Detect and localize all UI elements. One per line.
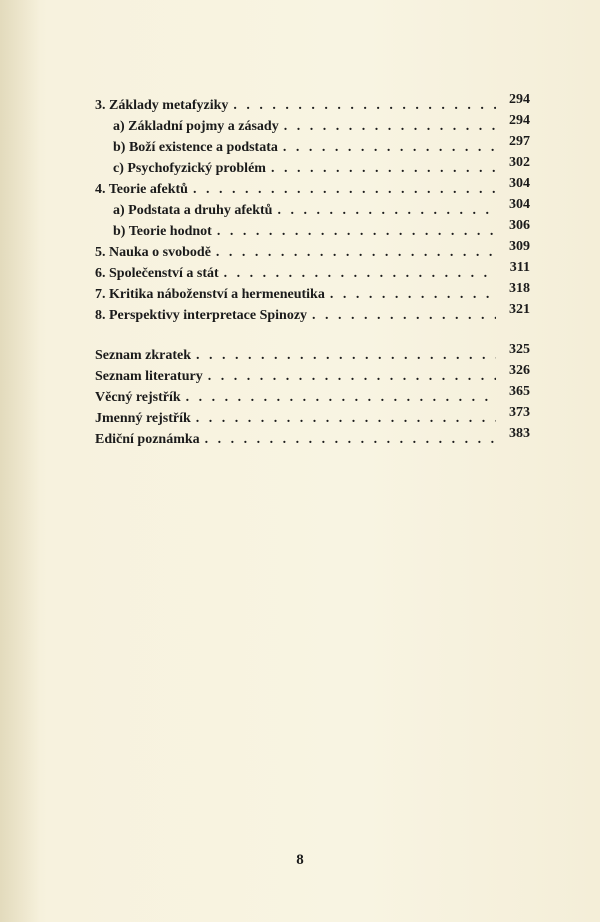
- toc-leader-dots: [208, 370, 496, 384]
- toc-subentry: [95, 134, 530, 155]
- toc-entry: [95, 426, 530, 447]
- toc-entry-title: Ediční poznámka: [95, 432, 200, 447]
- toc-entry-title: a) Podstata a druhy afektů: [113, 203, 273, 218]
- toc-entry-title: Seznam zkratek: [95, 348, 192, 363]
- toc-entry-title: Věcný rejstřík: [95, 390, 181, 405]
- toc-entry-title: 4. Teorie afektů: [95, 182, 188, 197]
- toc-entry-page: 318: [509, 281, 530, 296]
- toc-leader-dots: [312, 309, 496, 323]
- toc-entry-title: 5. Nauka o svobodě: [95, 245, 211, 260]
- toc-entry-page: 365: [509, 384, 530, 399]
- toc-leader-dots: [205, 433, 496, 447]
- toc-entry: [95, 281, 530, 302]
- toc-subentry: [95, 218, 530, 239]
- toc-entry: [95, 176, 530, 197]
- toc-leader-dots: [330, 288, 496, 302]
- toc-entry-title: 7. Kritika náboženství a hermeneutika: [95, 287, 325, 302]
- toc-entry-title: 6. Společenství a stát: [95, 266, 219, 281]
- toc-leader-dots: [196, 412, 496, 426]
- toc-entry-page: 325: [509, 342, 530, 357]
- toc-entry-title: Seznam literatury: [95, 369, 203, 384]
- toc-entry-page: 304: [509, 176, 530, 191]
- toc-entry-title: a) Základní pojmy a zásady: [113, 119, 279, 134]
- toc-leader-dots: [224, 267, 496, 281]
- page-edge-shading: [0, 0, 40, 922]
- toc-entry-page: 309: [509, 239, 530, 254]
- toc-entry: [95, 239, 530, 260]
- toc-leader-dots: [283, 141, 496, 155]
- toc-entry: [95, 342, 530, 363]
- section-gap: [95, 323, 530, 342]
- toc-leader-dots: [193, 183, 496, 197]
- toc-entry-page: 294: [509, 113, 530, 128]
- toc-subentry: [95, 113, 530, 134]
- toc-entry-title: b) Boží existence a podstata: [113, 140, 278, 155]
- toc-leader-dots: [284, 120, 496, 134]
- toc-subentry: [95, 197, 530, 218]
- toc-entry-page: 383: [509, 426, 530, 441]
- toc-leader-dots: [196, 349, 496, 363]
- toc-leader-dots: [217, 225, 496, 239]
- toc-leader-dots: [233, 99, 496, 113]
- toc-entry: [95, 405, 530, 426]
- toc-entry-page: 321: [509, 302, 530, 317]
- toc-entry-page: 373: [509, 405, 530, 420]
- toc-entry-page: 326: [509, 363, 530, 378]
- toc-entry-page: 304: [509, 197, 530, 212]
- toc-entry-page: 294: [509, 92, 530, 107]
- toc-entry-page: 306: [509, 218, 530, 233]
- toc-entry-title: c) Psychofyzický problém: [113, 161, 266, 176]
- toc-leader-dots: [271, 162, 496, 176]
- toc-entry-title: 8. Perspektivy interpretace Spinozy: [95, 308, 308, 323]
- page-number: 8: [296, 852, 304, 868]
- toc-entry-page: 302: [509, 155, 530, 170]
- table-of-contents: [95, 92, 530, 447]
- toc-leader-dots: [216, 246, 496, 260]
- toc-leader-dots: [186, 391, 496, 405]
- toc-entry: [95, 302, 530, 323]
- toc-entry-title: 3. Základy metafyziky: [95, 98, 229, 113]
- toc-leader-dots: [277, 204, 496, 218]
- toc-entry: [95, 260, 530, 281]
- toc-entry: [95, 384, 530, 405]
- toc-entry-title: b) Teorie hodnot: [113, 224, 212, 239]
- toc-entry-page: 311: [509, 260, 530, 275]
- toc-entry-title: Jmenný rejstřík: [95, 411, 191, 426]
- toc-entry: [95, 363, 530, 384]
- toc-entry-page: 297: [509, 134, 530, 149]
- toc-subentry: [95, 155, 530, 176]
- toc-entry: [95, 92, 530, 113]
